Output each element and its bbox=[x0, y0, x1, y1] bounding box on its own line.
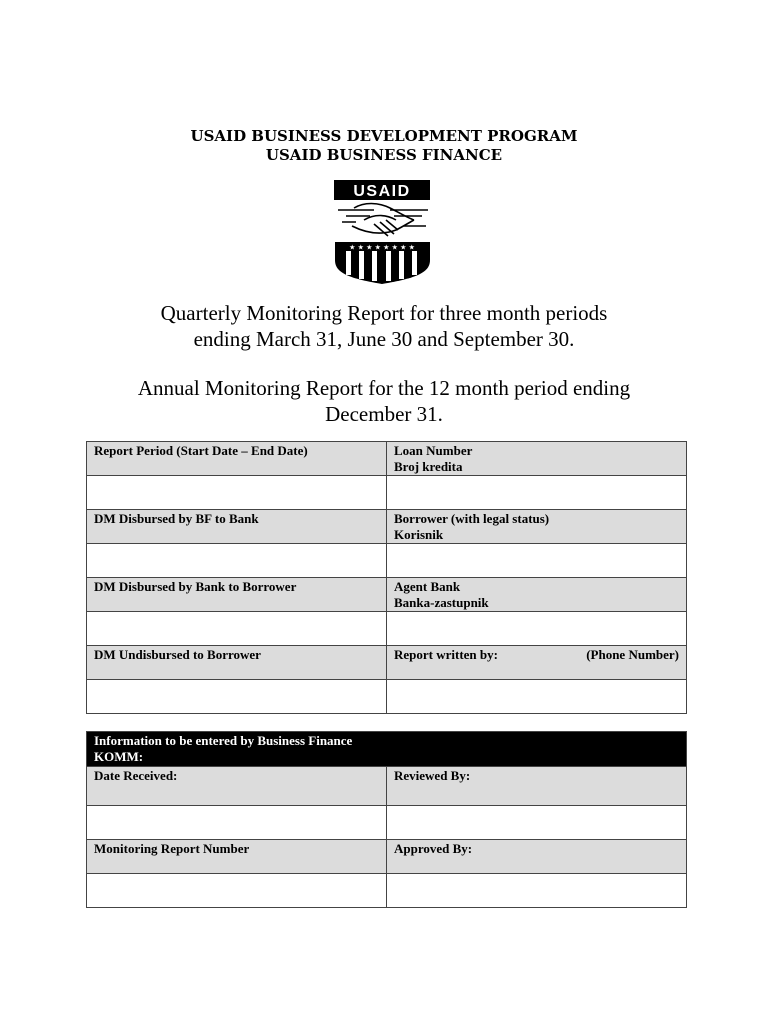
report-written-by-text: Report written by: bbox=[394, 647, 498, 662]
dm-bank-to-borrower-field[interactable] bbox=[87, 612, 387, 646]
borrower-label bbox=[387, 510, 687, 544]
usaid-logo bbox=[334, 180, 432, 286]
approved-by-label: Approved By: bbox=[387, 840, 687, 874]
agent-bank-local-text: Banka-zastupnik bbox=[394, 595, 489, 610]
bf-header-row bbox=[87, 732, 687, 767]
quarterly-heading-line-2: ending March 31, June 30 and September 30. bbox=[193, 327, 575, 351]
report-form-table bbox=[86, 441, 687, 714]
loan-number-label bbox=[387, 442, 687, 476]
bf-label-row bbox=[87, 840, 687, 874]
quarterly-heading bbox=[0, 300, 768, 352]
form-input-row bbox=[87, 476, 687, 510]
dm-bf-to-bank-field[interactable] bbox=[87, 544, 387, 578]
bf-header bbox=[87, 732, 687, 767]
agent-bank-label bbox=[387, 578, 687, 612]
borrower-field[interactable] bbox=[387, 544, 687, 578]
bf-input-row bbox=[87, 806, 687, 840]
logo-text: USAID bbox=[353, 183, 411, 200]
business-finance-table bbox=[86, 731, 687, 908]
loan-number-local-text: Broj kredita bbox=[394, 459, 463, 474]
date-received-label: Date Received: bbox=[87, 767, 387, 806]
reviewed-by-field[interactable] bbox=[387, 806, 687, 840]
borrower-local-text: Korisnik bbox=[394, 527, 444, 542]
annual-heading-line-1: Annual Monitoring Report for the 12 month period ending bbox=[137, 376, 631, 400]
annual-heading-line-2: December 31. bbox=[325, 402, 443, 426]
quarterly-heading-line-1: Quarterly Monitoring Report for three month periods bbox=[160, 301, 608, 325]
bf-label-row bbox=[87, 767, 687, 806]
dm-undisbursed-label: DM Undisbursed to Borrower bbox=[87, 646, 387, 680]
form-input-row bbox=[87, 612, 687, 646]
bf-header-line-2: KOMM: bbox=[94, 749, 144, 764]
form-label-row bbox=[87, 578, 687, 612]
reviewed-by-label: Reviewed By: bbox=[387, 767, 687, 806]
program-line-2: USAID BUSINESS FINANCE bbox=[265, 146, 503, 164]
loan-number-field[interactable] bbox=[387, 476, 687, 510]
phone-number-text: (Phone Number) bbox=[586, 647, 679, 662]
dm-bank-to-borrower-label: DM Disbursed by Bank to Borrower bbox=[87, 578, 387, 612]
program-title bbox=[0, 127, 768, 165]
loan-number-text: Loan Number bbox=[394, 443, 473, 458]
monitoring-report-number-field[interactable] bbox=[87, 874, 387, 908]
program-line-1: USAID BUSINESS DEVELOPMENT PROGRAM bbox=[190, 127, 578, 145]
report-written-by-field[interactable] bbox=[387, 680, 687, 714]
agent-bank-field[interactable] bbox=[387, 612, 687, 646]
dm-undisbursed-field[interactable] bbox=[87, 680, 387, 714]
monitoring-report-number-label: Monitoring Report Number bbox=[87, 840, 387, 874]
handshake-icon bbox=[338, 204, 428, 237]
form-input-row bbox=[87, 680, 687, 714]
svg-text:★ ★ ★ ★ ★ ★ ★ ★: ★ ★ ★ ★ ★ ★ ★ ★ bbox=[349, 243, 415, 252]
approved-by-field[interactable] bbox=[387, 874, 687, 908]
report-period-label: Report Period (Start Date – End Date) bbox=[87, 442, 387, 476]
form-input-row bbox=[87, 544, 687, 578]
bf-input-row bbox=[87, 874, 687, 908]
bf-header-line-1: Information to be entered by Business Finance bbox=[94, 733, 353, 748]
agent-bank-text: Agent Bank bbox=[394, 579, 461, 594]
form-label-row bbox=[87, 510, 687, 544]
date-received-field[interactable] bbox=[87, 806, 387, 840]
report-written-by-label bbox=[387, 646, 687, 680]
annual-heading bbox=[0, 375, 768, 427]
borrower-text: Borrower (with legal status) bbox=[394, 511, 550, 526]
dm-bf-to-bank-label: DM Disbursed by BF to Bank bbox=[87, 510, 387, 544]
report-period-field[interactable] bbox=[87, 476, 387, 510]
form-label-row bbox=[87, 442, 687, 476]
form-label-row bbox=[87, 646, 687, 680]
